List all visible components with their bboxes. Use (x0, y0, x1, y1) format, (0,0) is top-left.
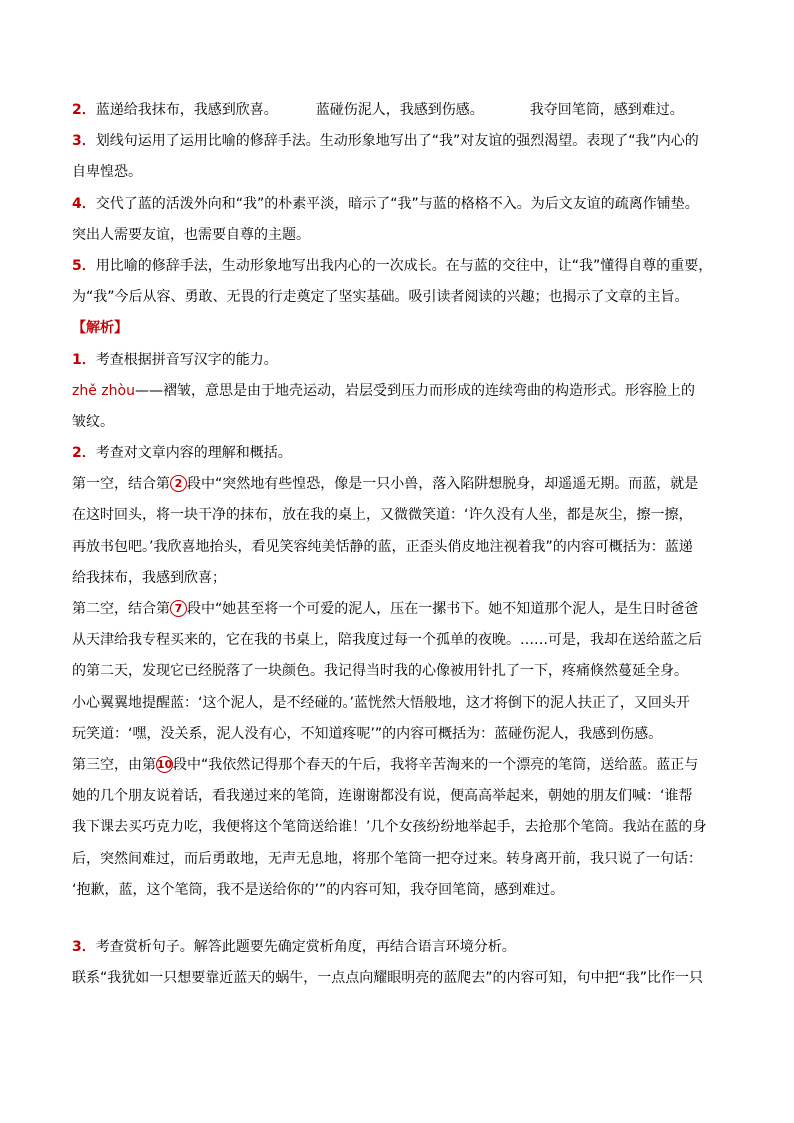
answer-2-part-1: 蓝递给我抹布，我感到欣喜。 (95, 102, 278, 118)
analysis-3-line-1: 联系“我犹如一只想要靠近蓝天的蜗牛，一点点向耀眼明亮的蓝爬去”的内容可知，句中把“我”比作一只 (72, 970, 704, 987)
analysis-1-line-1 (72, 376, 724, 407)
analysis-1-title-text: 考查根据拼音写汉字的能力。 (95, 351, 278, 368)
answer-5-number: 5． (72, 257, 96, 274)
blank-1-line-4: 给我抹布，我感到欣喜； (72, 569, 226, 586)
answer-3-number: 3． (72, 133, 96, 150)
blank-2-text: 段中“她甚至将一个可爱的泥人，压在一摞书下。她不知道那个泥人，是生日时爸爸 (187, 601, 699, 617)
blank-1-prefix: 第一空，结合第 (72, 476, 170, 493)
analysis-3-number: 3． (72, 938, 96, 955)
analysis-1-line-2: 皱纹。 (72, 413, 114, 430)
analysis-3-title-text: 考查赏析句子。解答此题要先确定赏析角度，再结合语言环境分析。 (95, 938, 516, 955)
blank-1-line-2: 在这时回头，将一块干净的抹布，放在我的桌上，又微微笑道：‘许久没有人坐，都是灰尘，擦一擦， (72, 507, 693, 524)
blank-2-line-2: 从天津给我专程买来的，它在我的书桌上，陪我度过每一个孤单的夜晚。……可是，我却在送给蓝之后 (72, 632, 702, 649)
blank-3-prefix: 第三空，由第 (72, 756, 156, 773)
blank-1-text: 段中“突然地有些惶恐，像是一只小兽，落入陷阱想脱身，却遥遥无期。而蓝，就是 (187, 476, 699, 493)
paragraph-number-circle: 10 (157, 757, 173, 771)
analysis-1-explanation: ——褶皱，意思是由于地壳运动，岩层受到压力而形成的连续弯曲的构造形式。形容脸上的 (134, 382, 695, 399)
blank-2-line-1 (72, 594, 724, 625)
paragraph-number-circle: 2 (170, 475, 187, 492)
answer-4-line-2: 突出人需要友谊，也需要自尊的主题。 (72, 226, 310, 243)
answer-2-part-3: 我夺回笔筒，感到难过。 (529, 102, 684, 118)
answer-2-number: 2． (72, 102, 96, 118)
blank-1-line-3: 再放书包吧。’我欣喜地抬头，看见笑容纯美恬静的蓝，正歪头俏皮地注视着我”的内容可概括为：蓝递 (72, 538, 693, 555)
blank-3-line-2: 她的几个朋友说着话，看我递过来的笔筒，连谢谢都没有说，便高高举起来，朝她的朋友们喊：‘谁帮 (72, 788, 693, 805)
analysis-1-title (72, 345, 724, 376)
pinyin: zhě zhòu (72, 382, 135, 399)
answer-4-line-1 (72, 189, 724, 220)
blank-2-line-5: 玩笑道：‘嘿，没关系，泥人没有心，不知道疼呢’”的内容可概括为：蓝碰伤泥人，我感到伤感。 (72, 725, 663, 742)
document-page (72, 95, 724, 994)
analysis-1-number: 1． (72, 351, 96, 368)
analysis-2-number: 2． (72, 445, 96, 462)
answer-4-number: 4． (72, 195, 96, 212)
answer-3-text: 划线句运用了运用比喻的修辞手法。生动形象地写出了“我”对友谊的强烈渴望。表现了“我”内心的 (95, 133, 699, 150)
answer-4-text: 交代了蓝的活泼外向和“我”的朴素平淡，暗示了“我”与蓝的格格不入。为后文友谊的疏离作铺垫。 (95, 195, 699, 212)
answer-5-text: 用比喻的修辞手法，生动形象地写出我内心的一次成长。在与蓝的交往中，让“我”懂得自尊的重要， (95, 257, 713, 274)
blank-3-line-3: 我下课去买巧克力吃，我便将这个笔筒送给谁！’几个女孩纷纷地举起手，去抢那个笔筒。我站在蓝的身 (72, 819, 707, 836)
analysis-3-title (72, 932, 724, 963)
answer-3-line-2: 自卑惶恐。 (72, 164, 142, 181)
answer-5-line-1 (72, 251, 724, 282)
paragraph-number-circle: 7 (170, 600, 187, 617)
answer-2 (72, 95, 724, 126)
blank-3-line-5: ‘抱歉，蓝，这个笔筒，我不是送给你的’”的内容可知，我夺回笔筒，感到难过。 (72, 881, 565, 898)
analysis-2-title (72, 438, 724, 469)
analysis-heading: 【解析】 (72, 320, 128, 337)
blank-3-line-1 (72, 750, 724, 781)
blank-1-line-1 (72, 469, 724, 500)
blank-2-line-3: 的第二天，发现它已经脱落了一块颜色。我记得当时我的心像被用针扎了一下，疼痛倏然蔓延全身。 (72, 663, 688, 680)
blank-2-prefix: 第二空，结合第 (72, 601, 170, 617)
answer-3-line-1 (72, 126, 724, 157)
answer-2-part-2: 蓝碰伤泥人，我感到伤感。 (315, 102, 484, 118)
analysis-2-title-text: 考查对文章内容的理解和概括。 (95, 445, 292, 462)
blank-3-text: 段中“我依然记得那个春天的午后，我将辛苦淘来的一个漂亮的笔筒，送给蓝。蓝正与 (173, 756, 699, 773)
blank-2-line-4: 小心翼翼地提醒蓝：‘这个泥人，是不经碰的。’蓝恍然大悟般地，这才将倒下的泥人扶正了，又回头开 (72, 694, 690, 711)
blank-3-line-4: 后，突然间难过，而后勇敢地，无声无息地，将那个笔筒一把夺过来。转身离开前，我只说了一句话： (72, 850, 702, 867)
answer-5-line-2: 为“我”今后从容、勇敢、无畏的行走奠定了坚实基础。吸引读者阅读的兴趣；也揭示了文章的主旨。 (72, 289, 689, 306)
